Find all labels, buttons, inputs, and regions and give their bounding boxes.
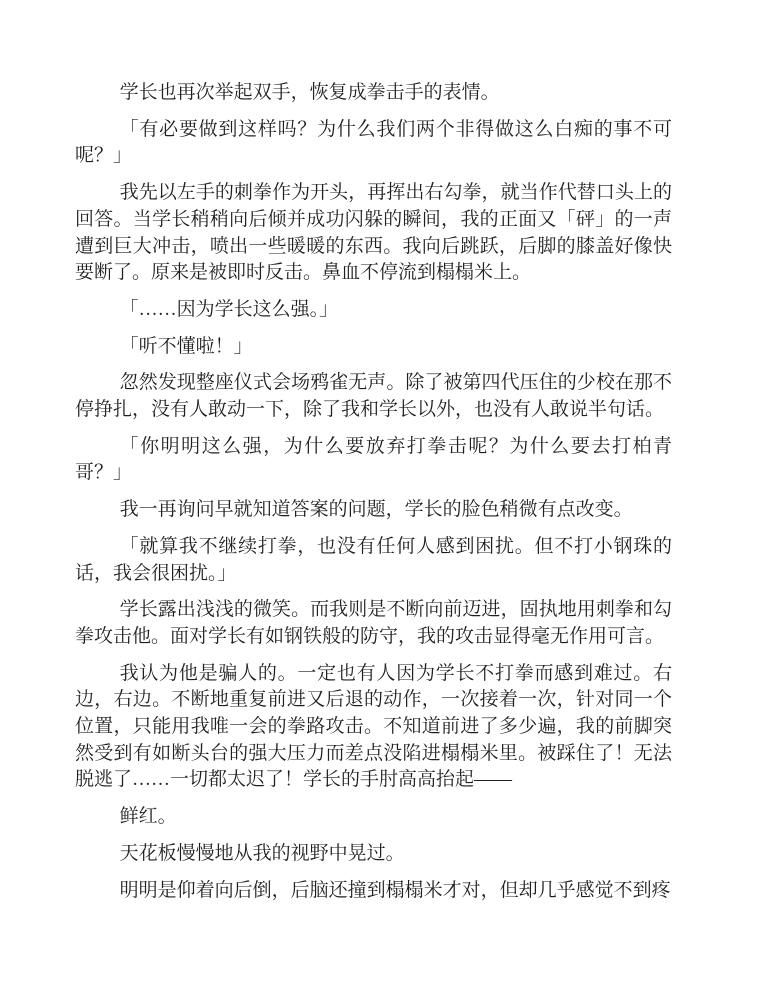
paragraph-dialogue: 「……因为学长这么强。」 xyxy=(119,298,339,320)
paragraph-narration: 鲜红。 xyxy=(119,806,177,828)
paragraph-narration: 我一再询问早就知道答案的问题，学长的脸色稍微有点改变。 xyxy=(119,499,633,521)
paragraph-narration: 我认为他是骗人的。一定也有人因为学长不打拳而感到难过。右边，右边。不断地重复前进又后退的动作，一次接着一次，针对同一个位置，只能用我唯一会的拳路攻击。不知道前进了多少遍，我的前脚突然受到有如断头台的强大压力而差点没陷进榻榻米里。被踩住了！无法脱逃了……一切都太迟了！学长的手肘高高抬起—— xyxy=(75,662,672,791)
paragraph-narration: 天花板慢慢地从我的视野中晃过。 xyxy=(119,842,405,864)
paragraph-narration: 明明是仰着向后倒，后脑还撞到榻榻米才对，但却几乎感觉不到疼 xyxy=(119,879,671,901)
novel-text-block xyxy=(75,80,672,904)
paragraph-narration: 学长露出浅浅的微笑。而我则是不断向前迈进，固执地用刺拳和勾拳攻击他。面对学长有如钢铁般的防守，我的攻击显得毫无作用可言。 xyxy=(75,599,672,647)
paragraph-dialogue: 「有必要做到这样吗？为什么我们两个非得做这么白痴的事不可呢？」 xyxy=(75,118,672,167)
paragraph-narration: 我先以左手的刺拳作为开头，再挥出右勾拳，就当作代替口头上的回答。当学长稍稍向后倾并成功闪躲的瞬间，我的正面又「砰」的一声遭到巨大冲击，喷出一些暖暖的东西。我向后跳跃，后脚的膝盖好像快要断了。原来是被即时反击。鼻血不停流到榻榻米上。 xyxy=(75,182,672,284)
paragraph-narration: 忽然发现整座仪式会场鸦雀无声。除了被第四代压住的少校在那不停挣扎，没有人敢动一下，除了我和学长以外，也没有人敢说半句话。 xyxy=(75,372,672,421)
paragraph-dialogue: 「听不懂啦！」 xyxy=(119,335,253,357)
paragraph-narration: 学长也再次举起双手，恢复成拳击手的表情。 xyxy=(119,82,500,103)
paragraph-dialogue: 「你明明这么强，为什么要放弃打拳击呢？为什么要去打柏青哥？」 xyxy=(75,435,672,484)
paragraph-dialogue: 「就算我不继续打拳，也没有任何人感到困扰。但不打小钢珠的话，我会很困扰。」 xyxy=(75,535,672,584)
